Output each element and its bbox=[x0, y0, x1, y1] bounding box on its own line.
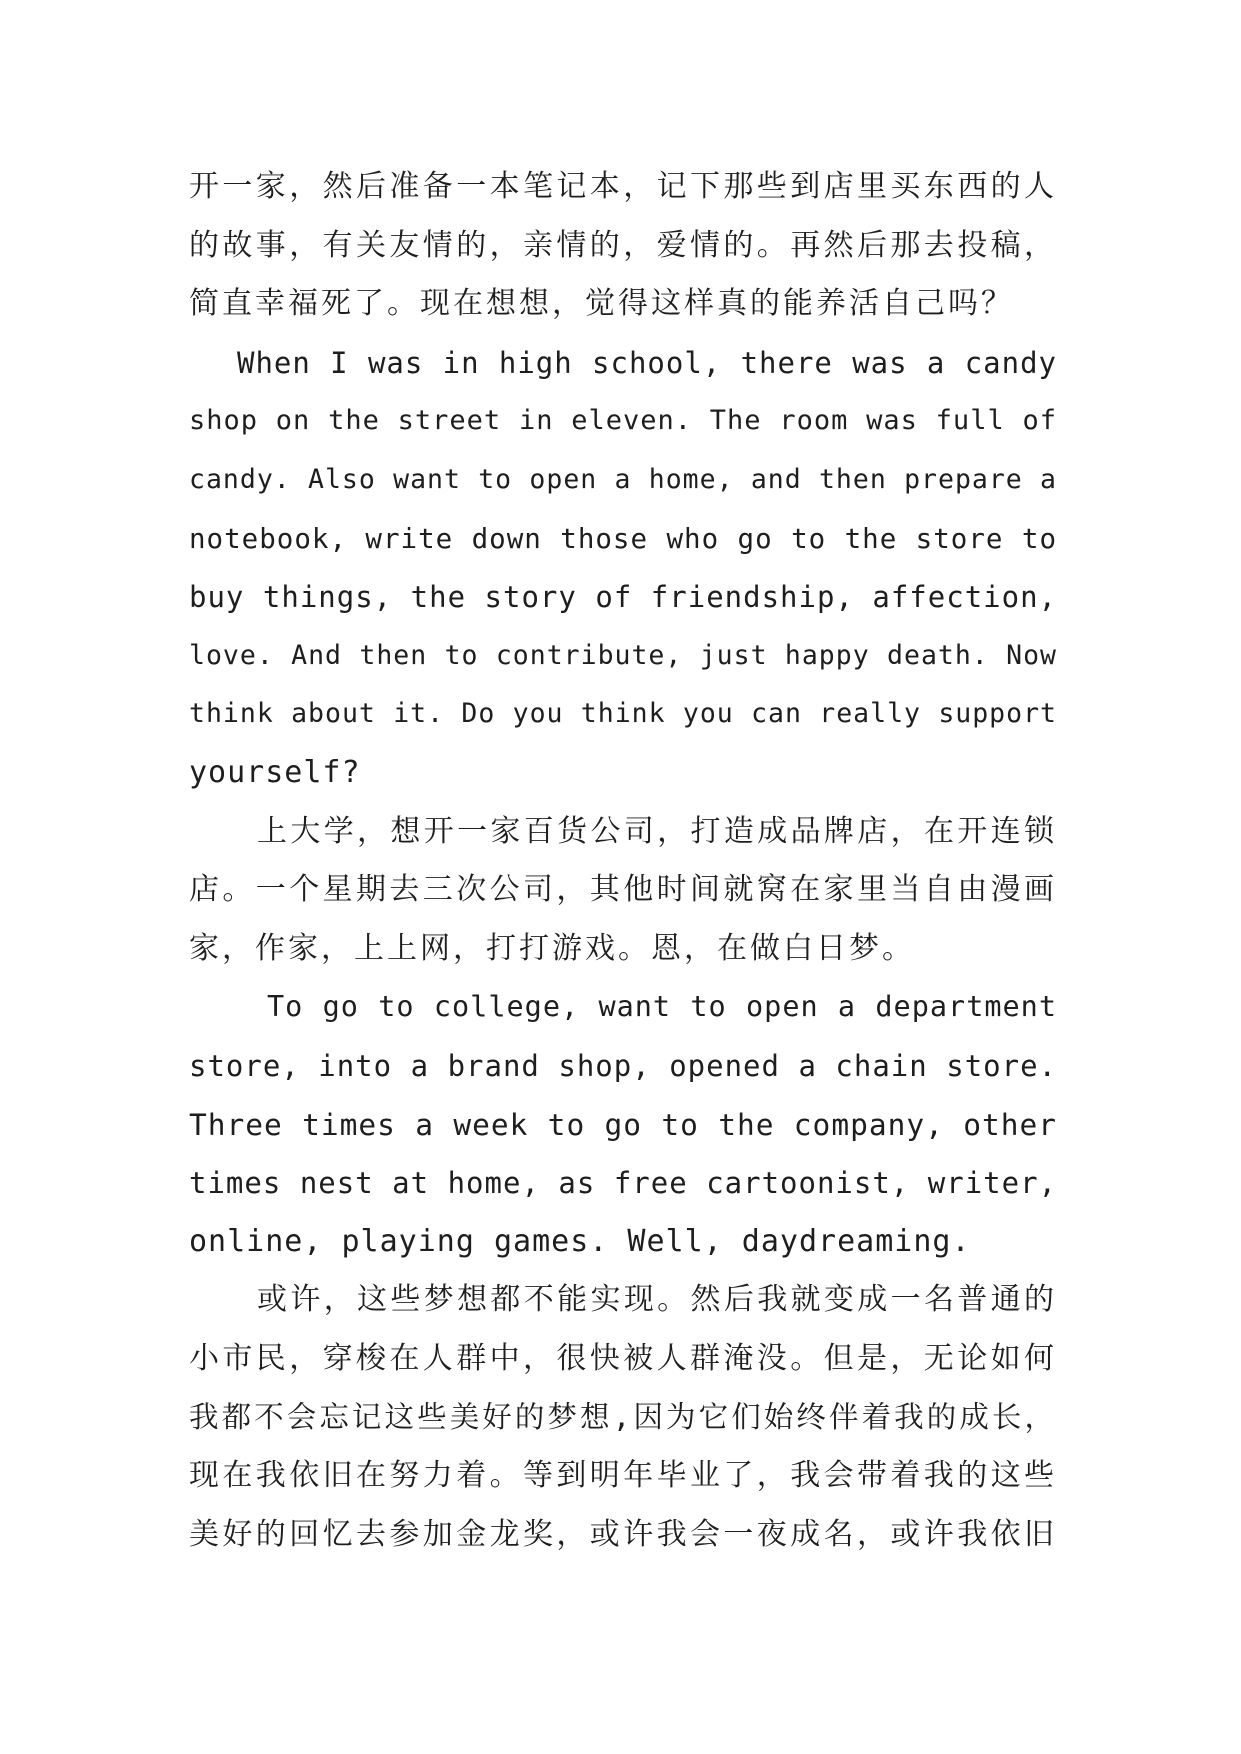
text-line: shop on the street in eleven. The room was full of bbox=[189, 405, 1057, 437]
paragraph-en-2 bbox=[189, 978, 1057, 1271]
text-line: love. And then to contribute, just happy death. Now bbox=[189, 639, 1057, 671]
text-line: 现在我依旧在努力着。等到明年毕业了，我会带着我的这些 bbox=[189, 1458, 1057, 1494]
text-line: 店。一个星期去三次公司，其他时间就窝在家里当自由漫画 bbox=[189, 872, 1057, 908]
text-line: 或许，这些梦想都不能实现。然后我就变成一名普通的 bbox=[257, 1282, 1057, 1318]
text-line: 家，作家，上上网，打打游戏。恩，在做白日梦。 bbox=[189, 930, 915, 966]
text-line: 我都不会忘记这些美好的梦想,因为它们始终伴着我的成长， bbox=[189, 1400, 1057, 1435]
text-line: 简直幸福死了。现在想想，觉得这样真的能养活自己吗？ bbox=[189, 286, 1014, 322]
text-line: 的故事，有关友情的，亲情的，爱情的。再然后那去投稿， bbox=[189, 227, 1057, 263]
text-line: Three times a week to go to the company, other bbox=[189, 1107, 1057, 1142]
text-line: notebook, write down those who go to the store to bbox=[189, 522, 1057, 555]
text-line: store, into a brand shop, opened a chain store. bbox=[189, 1048, 1057, 1083]
text-line: To go to college, want to open a department bbox=[267, 990, 1057, 1024]
paragraph-zh-2 bbox=[189, 803, 1057, 979]
text-line: 上大学，想开一家百货公司，打造成品牌店，在开连锁 bbox=[257, 813, 1057, 849]
text-line: 美好的回忆去参加金龙奖，或许我会一夜成名，或许我依旧 bbox=[189, 1516, 1057, 1552]
text-line: yourself? bbox=[189, 754, 361, 790]
text-line: candy. Also want to open a home, and then prepare a bbox=[189, 463, 1057, 495]
paragraph-en-1 bbox=[189, 334, 1057, 803]
text-line: 开一家，然后准备一本笔记本，记下那些到店里买东西的人 bbox=[189, 169, 1057, 204]
text-line: buy things, the story of friendship, affection, bbox=[189, 580, 1057, 615]
text-line: think about it. Do you think you can really support bbox=[189, 698, 1057, 730]
body-text bbox=[189, 158, 1057, 1564]
text-line: times nest at home, as free cartoonist, writer, bbox=[189, 1166, 1057, 1201]
text-line: online, playing games. Well, daydreaming. bbox=[189, 1223, 971, 1259]
paragraph-zh-1 bbox=[189, 158, 1057, 334]
text-line: 小市民，穿梭在人群中，很快被人群淹没。但是，无论如何 bbox=[189, 1340, 1057, 1376]
paragraph-zh-3 bbox=[189, 1271, 1057, 1564]
text-line: When I was in high school, there was a candy bbox=[237, 345, 1057, 380]
